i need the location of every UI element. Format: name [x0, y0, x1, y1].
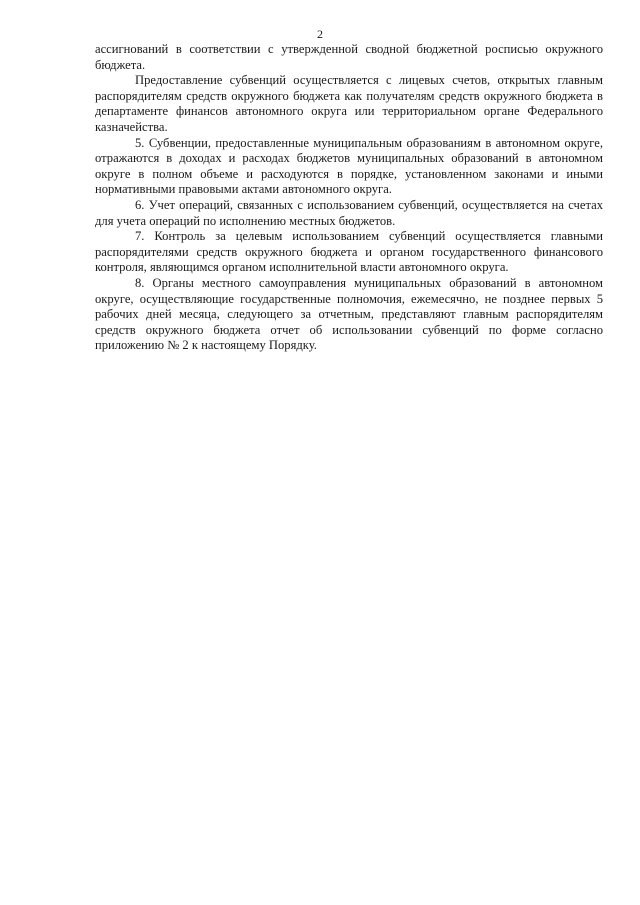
document-body	[95, 42, 603, 354]
page-number: 2	[317, 27, 323, 41]
paragraph-subvention-accounts: Предоставление субвенций осуществляется с лицевых счетов, открытых главным распорядителям средств окружного бюджета как получателям средств окружного бюджета в департаменте финансов автономного округа или территориальном органе Федерального казначейства.	[95, 73, 603, 134]
paragraph-continuation: ассигнований в соответствии с утвержденной сводной бюджетной росписью окружного бюджета.	[95, 42, 603, 72]
paragraph-item-5: 5. Субвенции, предоставленные муниципальным образованиям в автономном округе, отражаются в доходах и расходах бюджетов муниципальных образований в автономном округе в полном объеме и расходуются в порядке, установленном законами и иными нормативными правовыми актами автономного округа.	[95, 135, 603, 197]
paragraph-item-6: 6. Учет операций, связанных с использованием субвенций, осуществляется на счетах для учета операций по исполнению местных бюджетов.	[95, 197, 603, 228]
paragraph-item-7: 7. Контроль за целевым использованием субвенций осуществляется главными распорядителями средств окружного бюджета и органом государственного финансового контроля, являющимся органом исполнительной власти автономного округа.	[95, 229, 603, 275]
paragraph-item-8: 8. Органы местного самоуправления муниципальных образований в автономном округе, осуществляющие государственные полномочия, ежемесячно, не позднее первых 5 рабочих дней месяца, следующего за отчетным, представляют главным распорядителям средств окружного бюджета отчет об использовании субвенций по форме согласно приложению № 2 к настоящему Порядку.	[95, 275, 603, 353]
